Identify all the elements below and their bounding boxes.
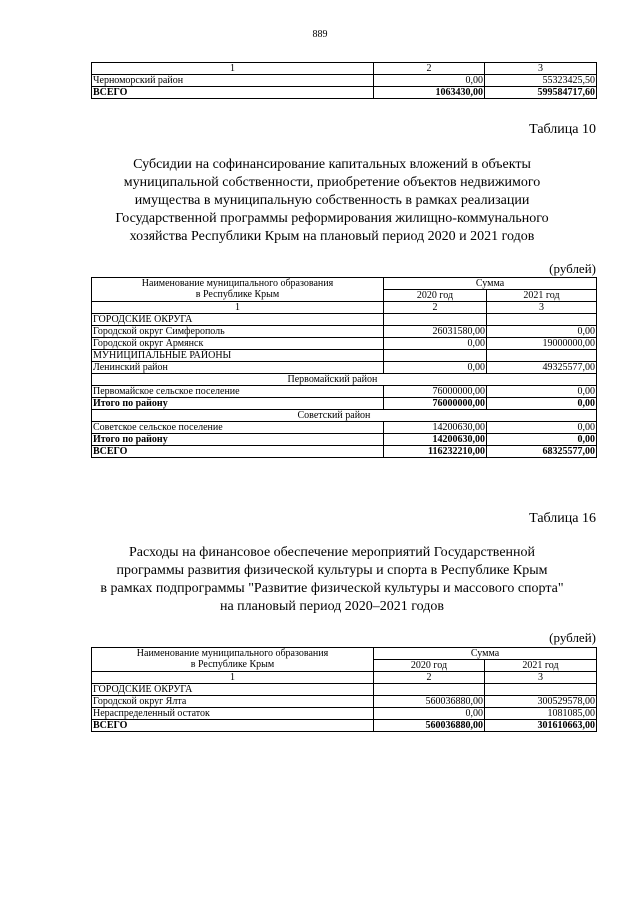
empty-cell [487,314,597,326]
value-2020: 0,00 [374,708,485,720]
value-2021: 1081085,00 [485,708,597,720]
value-2020: 14200630,00 [384,422,487,434]
value-2021: 49325577,00 [487,362,597,374]
value-2021: 55323425,50 [485,75,597,87]
district-total-row [92,434,597,446]
value-2020: 76000000,00 [384,398,487,410]
value-2021: 301610663,00 [485,720,597,732]
column-number: 2 [374,63,485,75]
row-name: Городской округ Ялта [92,696,374,708]
section-title: ГОРОДСКИЕ ОКРУГА [92,684,374,696]
value-2021: 0,00 [487,386,597,398]
row-name: Итого по району [92,434,384,446]
title-line: Субсидии на софинансирование капитальных вложений в объекты [133,157,531,172]
row-name: Городской округ Армянск [92,338,384,350]
column-number: 3 [485,63,597,75]
value-2020: 26031580,00 [384,326,487,338]
value-2020: 76000000,00 [384,386,487,398]
table-header-row [92,63,597,75]
title-line: на плановый период 2020–2021 годов [219,599,445,614]
section-row [92,314,597,326]
row-name: Черноморский район [92,75,374,87]
value-2020: 0,00 [374,75,485,87]
column-number: 1 [92,672,374,684]
year-2021-header: 2021 год [487,290,597,302]
table-row [92,326,597,338]
row-name: Первомайское сельское поселение [92,386,384,398]
section-title: ГОРОДСКИЕ ОКРУГА [92,314,384,326]
value-2021: 300529578,00 [485,696,597,708]
table-10-label: Таблица 10 [529,122,596,137]
value-2021: 19000000,00 [487,338,597,350]
continuation-table [91,62,597,99]
title-line: хозяйства Республики Крым на плановый период 2020 и 2021 годов [129,229,535,244]
title-line: имущества в муниципальную собственность в рамках реализации [134,193,530,208]
district-title: Советский район [297,410,371,421]
table-16-units: (рублей) [549,630,596,645]
title-line: Государственной программы реформирования жилищно-коммунального [115,211,549,226]
row-name: Советское сельское поселение [92,422,384,434]
header-line: Наименование муниципального образования [136,648,329,659]
value-2021: 0,00 [487,422,597,434]
empty-cell [485,684,597,696]
district-title-row [92,374,597,386]
table-16-label: Таблица 16 [529,511,596,526]
section-row [92,684,597,696]
year-2021-header: 2021 год [485,660,597,672]
column-number: 1 [92,63,374,75]
row-name: Городской округ Симферополь [92,326,384,338]
table-row [92,708,597,720]
value-2021: 599584717,60 [485,87,597,99]
row-name: ВСЕГО [92,720,374,732]
column-number: 2 [384,302,487,314]
value-2020: 14200630,00 [384,434,487,446]
district-total-row [92,398,597,410]
value-2020: 0,00 [384,338,487,350]
year-2020-header: 2020 год [374,660,485,672]
value-2020: 1063430,00 [374,87,485,99]
table-10-units: (рублей) [549,261,596,276]
value-2021: 0,00 [487,434,597,446]
value-2021: 0,00 [487,326,597,338]
header-line: Наименование муниципального образования [141,278,334,289]
row-name: Ленинский район [92,362,384,374]
row-name: Нераспределенный остаток [92,708,374,720]
district-title-cell [297,410,597,422]
column-number: 2 [374,672,485,684]
total-row [92,720,597,732]
table-16 [91,647,597,732]
row-name: ВСЕГО [92,87,374,99]
table-row [92,422,597,434]
page-number: 889 [312,29,328,40]
empty-cell [374,684,485,696]
header-line: в Республике Крым [195,289,280,300]
district-title-cell [287,374,597,386]
row-name: ВСЕГО [92,446,384,458]
empty-cell [384,350,487,362]
name-column-header [92,648,374,672]
column-number: 1 [92,302,384,314]
header-line: в Республике Крым [190,659,275,670]
column-number: 3 [487,302,597,314]
column-number-row [92,302,597,314]
value-2020: 116232210,00 [384,446,487,458]
district-title: Первомайский район [287,374,378,385]
title-line: в рамках подпрограммы "Развитие физической культуры и массового спорта" [100,581,564,596]
table-row [92,362,597,374]
value-2020: 560036880,00 [374,696,485,708]
table-row [92,386,597,398]
empty-cell [384,314,487,326]
table-row [92,75,597,87]
district-title-row [92,410,597,422]
table-row [92,696,597,708]
table-row [92,338,597,350]
total-row [92,87,597,99]
value-2020: 560036880,00 [374,720,485,732]
table-10 [91,277,597,458]
title-line: муниципальной собственности, приобретение объектов недвижимого [123,175,541,190]
value-2021: 0,00 [487,398,597,410]
value-2021: 68325577,00 [487,446,597,458]
header-row [92,648,597,660]
section-title: МУНИЦИПАЛЬНЫЕ РАЙОНЫ [92,350,384,362]
name-column-header [92,278,384,302]
column-number-row [92,672,597,684]
empty-cell [487,350,597,362]
table-10-title [70,156,594,246]
value-2020: 0,00 [384,362,487,374]
title-line: программы развития физической культуры и спорта в Республике Крым [116,563,548,578]
table-16-title [60,544,604,616]
title-line: Расходы на финансовое обеспечение мероприятий Государственной [128,545,536,560]
section-row [92,350,597,362]
column-number: 3 [485,672,597,684]
sum-header: Сумма [384,278,597,290]
row-name: Итого по району [92,398,384,410]
total-row [92,446,597,458]
header-row [92,278,597,290]
year-2020-header: 2020 год [384,290,487,302]
sum-header: Сумма [374,648,597,660]
